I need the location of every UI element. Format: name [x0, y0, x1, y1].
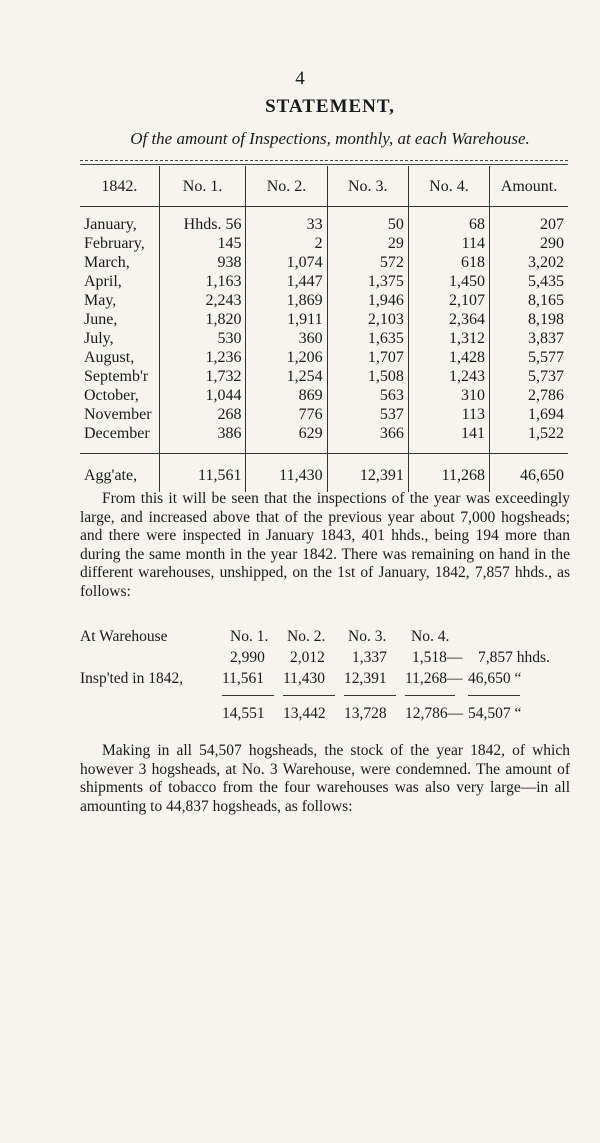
summary-row-on-hand	[80, 649, 580, 670]
summary-value: 2,990	[230, 649, 265, 666]
table-row	[80, 207, 568, 235]
page-heading: STATEMENT,	[265, 96, 395, 117]
amount-cell: 2,786	[490, 386, 568, 405]
total-no4: 11,268	[408, 454, 489, 493]
no2-cell: 776	[246, 405, 327, 424]
total-amount: 46,650	[490, 454, 568, 493]
no2-cell: 629	[246, 424, 327, 454]
no2-cell: 1,254	[246, 367, 327, 386]
no1-cell: 1,163	[159, 272, 246, 291]
no1-cell: 1,820	[159, 310, 246, 329]
no2-cell: 1,074	[246, 253, 327, 272]
no1-cell: 1,236	[159, 348, 246, 367]
summary-value: 13,442	[283, 705, 326, 722]
table-row	[80, 348, 568, 367]
amount-cell: 5,435	[490, 272, 568, 291]
total-no3: 12,391	[327, 454, 408, 493]
no1-cell: 1,044	[159, 386, 246, 405]
no1-cell: 145	[159, 234, 246, 253]
top-rule	[80, 164, 568, 165]
no2-cell: 1,206	[246, 348, 327, 367]
total-label: Agg'ate,	[80, 454, 159, 493]
no2-cell: 360	[246, 329, 327, 348]
no3-cell: 563	[327, 386, 408, 405]
month-cell: June,	[84, 311, 118, 328]
amount-cell: 3,202	[490, 253, 568, 272]
summary-rules	[80, 691, 580, 701]
summary-col-no3: No. 3.	[348, 628, 387, 645]
no3-cell: 50	[327, 207, 408, 235]
summary-total: 7,857 hhds.	[478, 649, 550, 666]
summary-total: 46,650 “	[468, 670, 522, 687]
summary-value: 11,561	[222, 670, 265, 687]
amount-cell: 290	[490, 234, 568, 253]
no3-cell: 1,946	[327, 291, 408, 310]
amount-cell: 3,837	[490, 329, 568, 348]
month-cell: April,	[84, 273, 122, 290]
summary-value: 14,551	[222, 705, 265, 722]
no3-cell: 29	[327, 234, 408, 253]
table-body	[80, 207, 568, 454]
month-cell: October,	[84, 387, 139, 404]
summary-col-no2: No. 2.	[287, 628, 326, 645]
summary-row-total	[80, 705, 580, 726]
no1-cell: 268	[159, 405, 246, 424]
page-subheading: Of the amount of Inspections, monthly, at each Warehouse.	[130, 129, 530, 148]
no3-cell: 366	[327, 424, 408, 454]
no4-cell: 1,243	[408, 367, 489, 386]
summary-label: At Warehouse	[80, 628, 168, 645]
inspections-table	[80, 166, 568, 492]
summary-col-no1: No. 1.	[230, 628, 269, 645]
no1-cell: 938	[159, 253, 246, 272]
month-cell: Septemb'r	[84, 368, 149, 385]
no4-cell: 1,428	[408, 348, 489, 367]
summary-row-header	[80, 628, 580, 649]
header-year: 1842.	[80, 166, 159, 207]
paragraph-1-text: From this it will be seen that the inspections of the year was exceedingly large, and increased above that of the previous year about 7,000 hogsheads; and there were inspected in January 1843, 401 hhds., being 194 more than during the same month in the year 1842. There was remaining on hand in the different warehouses, unshipped, on the 1st of January, 1842, 7,857 hhds., as follows:	[80, 490, 570, 600]
no3-cell: 1,508	[327, 367, 408, 386]
summary-label: Insp'ted in 1842,	[80, 670, 184, 687]
summary-value: 2,012	[290, 649, 325, 666]
amount-cell: 5,577	[490, 348, 568, 367]
no3-cell: 1,375	[327, 272, 408, 291]
table-row	[80, 367, 568, 386]
month-cell: August,	[84, 349, 135, 366]
summary-value: 11,430	[283, 670, 326, 687]
table-row	[80, 291, 568, 310]
no2-cell: 1,447	[246, 272, 327, 291]
no2-cell: 2	[246, 234, 327, 253]
summary-row-inspected	[80, 670, 580, 691]
no2-cell: 33	[246, 207, 327, 235]
header-no2: No. 2.	[246, 166, 327, 207]
table-row	[80, 310, 568, 329]
header-no4: No. 4.	[408, 166, 489, 207]
no4-cell: 1,450	[408, 272, 489, 291]
total-no2: 11,430	[246, 454, 327, 493]
no1-cell: 386	[159, 424, 246, 454]
no4-cell: 68	[408, 207, 489, 235]
no3-cell: 537	[327, 405, 408, 424]
amount-cell: 207	[490, 207, 568, 235]
header-no3: No. 3.	[327, 166, 408, 207]
no1-cell: 1,732	[159, 367, 246, 386]
no4-cell: 2,364	[408, 310, 489, 329]
month-cell: July,	[84, 330, 114, 347]
no2-cell: 869	[246, 386, 327, 405]
paragraph-inspections	[80, 490, 570, 601]
no1-cell: 530	[159, 329, 246, 348]
no1-cell: Hhds. 56	[159, 207, 246, 235]
header-amount: Amount.	[490, 166, 568, 207]
table-header-row	[80, 166, 568, 207]
summary-value: 12,786—	[405, 705, 464, 722]
no4-cell: 113	[408, 405, 489, 424]
header-no1: No. 1.	[159, 166, 246, 207]
summary-value: 1,337	[352, 649, 387, 666]
no2-cell: 1,911	[246, 310, 327, 329]
amount-cell: 1,522	[490, 424, 568, 454]
month-cell: February,	[84, 235, 145, 252]
table-row	[80, 405, 568, 424]
summary-value: 11,268—	[405, 670, 463, 687]
month-cell: November	[84, 406, 152, 423]
table-row	[80, 329, 568, 348]
table-row	[80, 272, 568, 291]
no2-cell: 1,869	[246, 291, 327, 310]
no4-cell: 2,107	[408, 291, 489, 310]
amount-cell: 1,694	[490, 405, 568, 424]
summary-value: 13,728	[344, 705, 387, 722]
table-row	[80, 386, 568, 405]
no4-cell: 1,312	[408, 329, 489, 348]
paragraph-2-text: Making in all 54,507 hogsheads, the stock of the year 1842, of which however 3 hogsheads, at No. 3 Warehouse, were condemned. The amount of shipments of tobacco from the four warehouses was also very large—in all amounting to 44,837 hogsheads, as follows:	[80, 742, 570, 815]
no4-cell: 141	[408, 424, 489, 454]
table-total-row	[80, 454, 568, 493]
no3-cell: 572	[327, 253, 408, 272]
summary-value: 12,391	[344, 670, 387, 687]
amount-cell: 8,198	[490, 310, 568, 329]
amount-cell: 8,165	[490, 291, 568, 310]
month-cell: March,	[84, 254, 130, 271]
no4-cell: 114	[408, 234, 489, 253]
no4-cell: 618	[408, 253, 489, 272]
no3-cell: 2,103	[327, 310, 408, 329]
paragraph-stock	[80, 742, 570, 816]
month-cell: January,	[84, 216, 137, 233]
summary-col-no4: No. 4.	[411, 628, 450, 645]
amount-cell: 5,737	[490, 367, 568, 386]
no1-cell: 2,243	[159, 291, 246, 310]
summary-value: 1,518—	[412, 649, 463, 666]
table-row	[80, 234, 568, 253]
table-row	[80, 424, 568, 454]
total-no1: 11,561	[159, 454, 246, 493]
table-row	[80, 253, 568, 272]
month-cell: May,	[84, 292, 117, 309]
top-rule-dashed	[80, 160, 568, 161]
page-number: 4	[295, 68, 305, 89]
no3-cell: 1,635	[327, 329, 408, 348]
no4-cell: 310	[408, 386, 489, 405]
month-cell: December	[84, 425, 150, 442]
no3-cell: 1,707	[327, 348, 408, 367]
summary-total: 54,507 “	[468, 705, 522, 722]
stock-summary	[80, 628, 580, 726]
